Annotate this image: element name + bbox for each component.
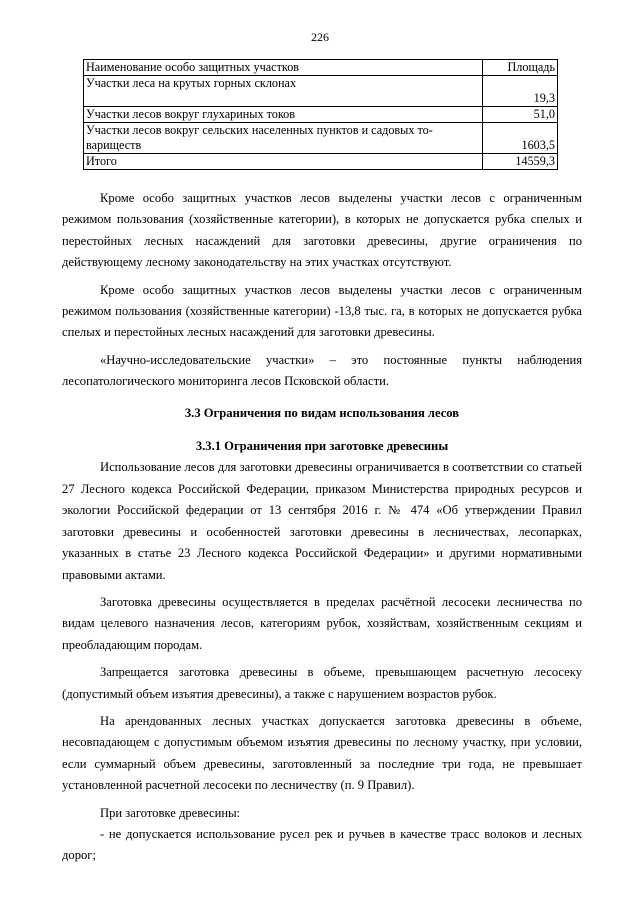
paragraph: Заготовка древесины осуществляется в пределах расчётной лесосеки лесничества по видам целевого назначения лесов, категориям рубок, хозяйствам, хозяйственным секциям и преобладающим породам.: [62, 594, 582, 652]
row-area: 14559,3: [483, 154, 558, 170]
column-header-name: Наименование особо защитных участков: [84, 60, 483, 76]
paragraph: На арендованных лесных участках допускается заготовка древесины в объеме, несовпадающем с допустимым объемом изъятия древесины по лесному участку, при условии, если суммарный объем древесины, заготовленный за последние три года, не превышает установленной расчетной лесосеки по лесничеству (п. 9 Правил).: [62, 713, 582, 793]
table-row: [84, 76, 558, 107]
paragraph: Запрещается заготовка древесины в объеме, превышающем расчетную лесосеку (допустимый объем изъятия древесины), а также с нарушением возрастов рубок.: [62, 665, 582, 701]
paragraph: Кроме особо защитных участков лесов выделены участки лесов с ограниченным режимом пользования (хозяйственные категории), в которых не допускается рубка спелых и перестойных лесных насаждений для заготовки древесины, другие ограничения по действующему лесному законодательству на этих участках отсутствуют.: [62, 191, 582, 270]
table-total-row: [84, 154, 558, 170]
protected-areas-table: [83, 59, 558, 170]
list-item: - не допускается использование русел рек и ручьев в качестве трасс волоков и лесных дорог;: [62, 826, 582, 863]
row-name: Участки леса на крутых горных склонах: [84, 76, 483, 107]
row-name: Итого: [84, 154, 483, 170]
row-area: 1603,5: [483, 123, 558, 154]
table-header-row: [84, 60, 558, 76]
section-heading: 3.3 Ограничения по видам использования лесов: [184, 405, 460, 420]
subsection-heading: 3.3.1 Ограничения при заготовке древесины: [195, 439, 449, 454]
column-header-area: Площадь: [483, 60, 558, 76]
row-area: 51,0: [483, 107, 558, 123]
paragraph: «Научно-исследовательские участки» – это постоянные пункты наблюдения лесопатологического мониторинга лесов Псковской области.: [62, 352, 582, 389]
row-name: Участки лесов вокруг глухариных токов: [84, 107, 483, 123]
row-area: 19,3: [483, 76, 558, 107]
document-body: [62, 188, 582, 867]
table-row: [84, 123, 558, 154]
row-name: Участки лесов вокруг сельских населенных пунктов и садовых то-вариществ: [84, 123, 483, 154]
table-row: [84, 107, 558, 123]
paragraph: При заготовке древесины:: [100, 805, 241, 820]
page-number: 226: [311, 30, 329, 44]
paragraph: Кроме особо защитных участков лесов выделены участки лесов с ограниченным режимом пользования (хозяйственные категории) -13,8 тыс. га, в которых не допускается рубка спелых и перестойных лесных насаждений для заготовки древесины.: [62, 282, 582, 340]
paragraph: Использование лесов для заготовки древесины ограничивается в соответствии со статьей 27 Лесного кодекса Российской Федерации, приказом Министерства природных ресурсов и экологии Российской федерации от 13 сентября 2016 г. № 474 «Об утверждении Правил заготовки древесины и особенностей заготовки древесины в лесничествах, лесопарках, указанных в статье 23 Лесного кодекса Российской Федерации» и другими нормативными правовыми актами.: [62, 460, 582, 582]
